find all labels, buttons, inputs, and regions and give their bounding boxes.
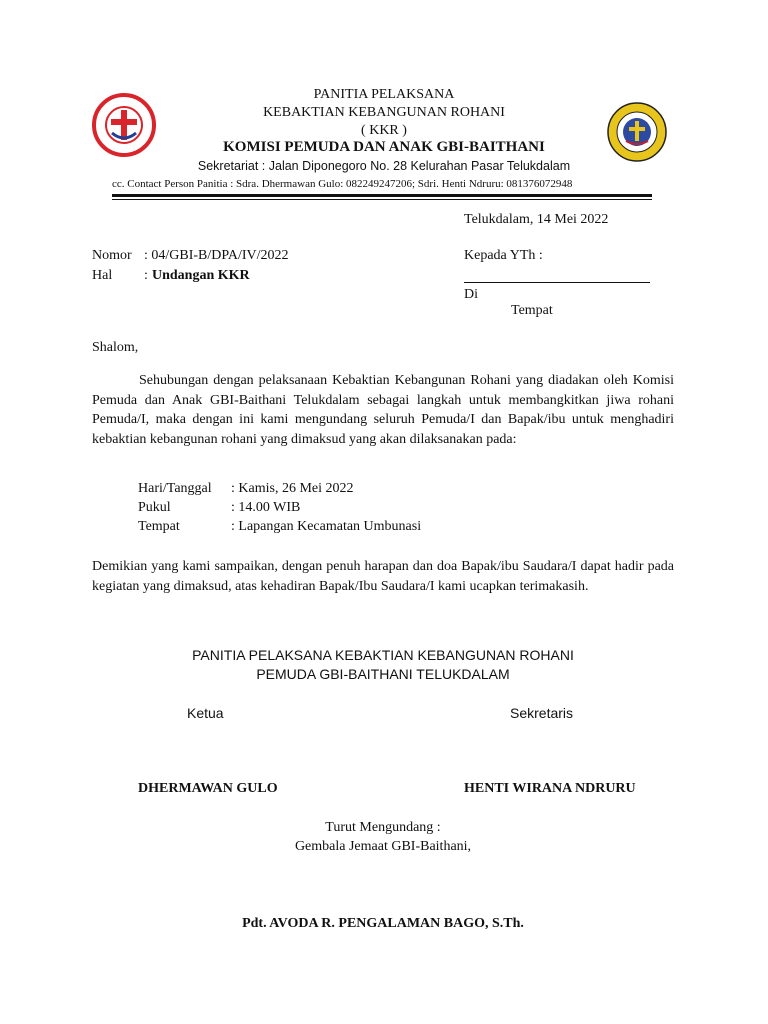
header-contact: cc. Contact Person Panitia : Sdra. Dhermawan Gulo: 082249247206; Sdri. Henti Ndruru: 081376072948 [112,178,573,190]
paragraph-2: Demikian yang kami sampaikan, dengan penuh harapan dan doa Bapak/ibu Saudara/I dapat hadir pada kegiatan yang dimaksud, atas kehadiran Bapak/Ibu Saudara/I kami ucapkan terimakasih. [92,559,674,594]
recipient-line [464,282,650,283]
header-line-3: ( KKR ) [361,123,407,138]
header-rule-thick [112,194,652,197]
header-secretariat: Sekretariat : Jalan Diponegoro No. 28 Kelurahan Pasar Telukdalam [197,159,571,173]
detail-value-time: : 14.00 WIB [231,500,301,515]
kepada-label: Kepada YTh : [464,248,543,263]
detail-label-date: Hari/Tanggal [138,481,212,496]
nomor-value: : 04/GBI-B/DPA/IV/2022 [144,248,289,263]
nomor-label: Nomor [92,248,132,263]
paragraph-1: Sehubungan dengan pelaksanaan Kebaktian Kebangunan Rohani yang diadakan oleh Komisi Pemuda dan Anak GBI-Baithani Telukdalam sebagai langkah untuk membangkitkan jiwa rohani Pemuda/I, maka dengan ini kami mengundang seluruh Pemuda/I dan Bapak/ibu untuk menghadiri kebaktian kebangunan rohani yang dimaksud yang akan dilaksanakan pada: [92,373,674,447]
secretary-name: HENTI WIRANA NDRURU [464,781,636,796]
committee-line-2: PEMUDA GBI-BAITHANI TELUKDALAM [256,666,510,682]
header-rule-thin [112,199,652,200]
detail-label-place: Tempat [138,519,180,534]
pastor-name: Pdt. AVODA R. PENGALAMAN BAGO, S.Th. [242,916,524,931]
header-line-1: PANITIA PELAKSANA [313,87,455,102]
secretary-title: Sekretaris [510,705,574,721]
gembala-title: Gembala Jemaat GBI-Baithani, [294,839,472,854]
hal-colon: : [144,268,148,283]
header-line-2: KEBAKTIAN KEBANGUNAN ROHANI [263,105,505,120]
turut-mengundang: Turut Mengundang : [325,820,441,835]
detail-label-time: Pukul [138,500,171,515]
detail-value-date: : Kamis, 26 Mei 2022 [231,481,354,496]
chair-title: Ketua [187,705,224,721]
tempat-label: Tempat [511,303,553,318]
hal-label: Hal [92,268,113,283]
detail-value-place: : Lapangan Kecamatan Umbunasi [231,519,422,534]
header-org-name: KOMISI PEMUDA DAN ANAK GBI-BAITHANI [223,139,545,155]
hal-value: Undangan KKR [152,268,250,283]
committee-line-1: PANITIA PELAKSANA KEBAKTIAN KEBANGUNAN ROHANI [192,647,574,663]
chair-name: DHERMAWAN GULO [138,781,278,796]
di-label: Di [464,287,478,302]
place-date: Telukdalam, 14 Mei 2022 [464,212,609,227]
greeting: Shalom, [92,340,139,355]
